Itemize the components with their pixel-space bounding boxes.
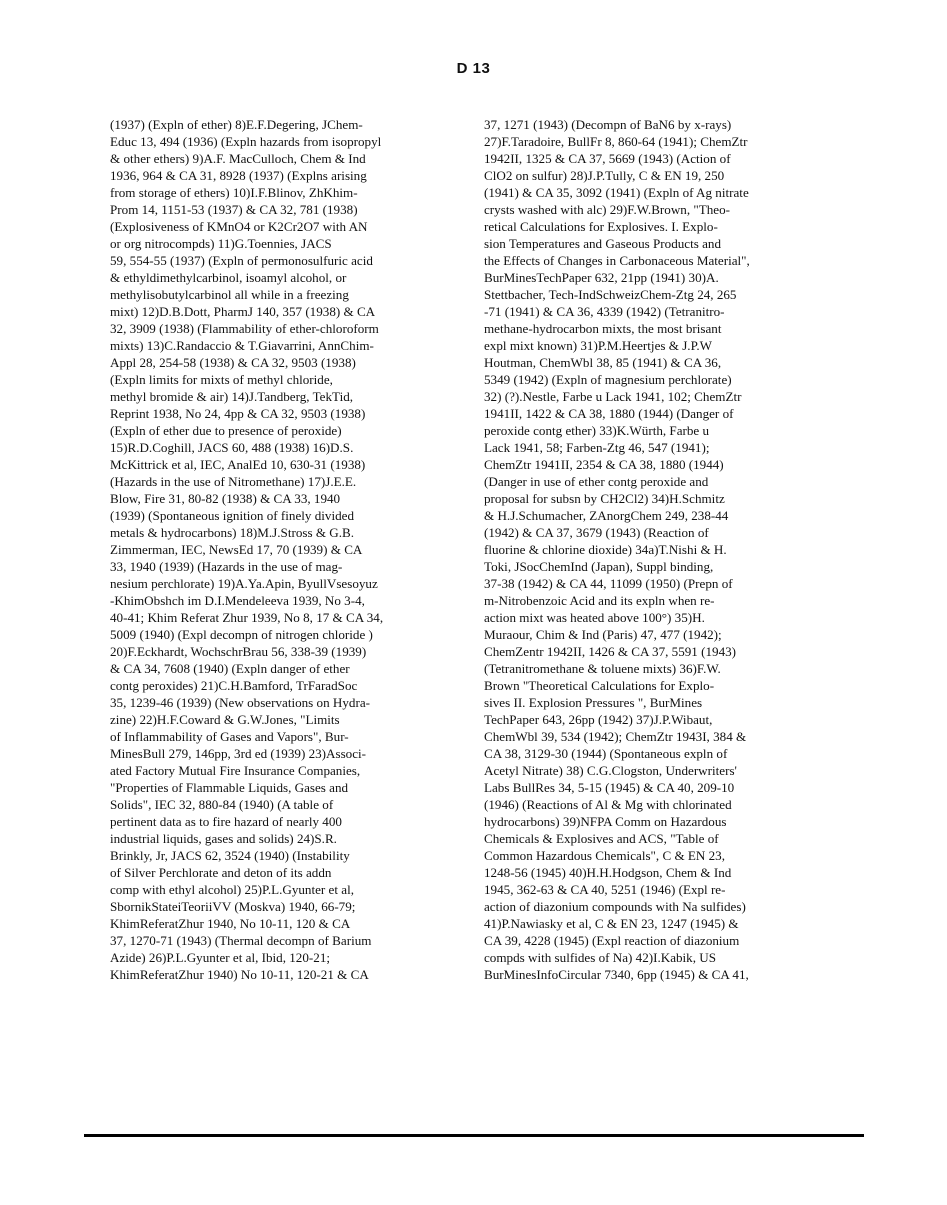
text-line: sion Temperatures and Gaseous Products and [484,236,722,251]
text-line: Reprint 1938, No 24, 4pp & CA 32, 9503 (1938) [110,406,366,421]
text-line: zine) 22)H.F.Coward & G.W.Jones, "Limits [110,712,340,727]
text-line: (1939) (Spontaneous ignition of finely divided [110,508,355,523]
page-header: D 13 [456,60,491,77]
text-line: Brown "Theoretical Calculations for Explo- [484,678,715,693]
text-line: Prom 14, 1151-53 (1937) & CA 32, 781 (1938) [110,202,358,217]
text-line: Lack 1941, 58; Farben-Ztg 46, 547 (1941); [484,440,710,455]
text-line: (Tetranitromethane & toluene mixts) 36)F.W. [484,661,721,676]
text-line: the Effects of Changes in Carbonaceous Material", [484,253,750,268]
text-line: (1941) & CA 35, 3092 (1941) (Expln of Ag nitrate [484,185,749,200]
text-line: 33, 1940 (1939) (Hazards in the use of mag- [110,559,343,574]
text-line: Chemicals & Explosives and ACS, "Table of [484,831,719,846]
text-line: mixts) 13)C.Randaccio & T.Giavarrini, AnnChim- [110,338,374,353]
text-line: (1942) & CA 37, 3679 (1943) (Reaction of [484,525,709,540]
text-line: Appl 28, 254-58 (1938) & CA 32, 9503 (1938) [110,355,356,370]
text-line: SbornikStateiTeoriiVV (Moskva) 1940, 66-79; [110,899,356,914]
text-line: action of diazonium compounds with Na sulfides) [484,899,746,914]
text-line: 1248-56 (1945) 40)H.H.Hodgson, Chem & Ind [484,865,732,880]
text-line: ated Factory Mutual Fire Insurance Companies, [110,763,361,778]
text-line: contg peroxides) 21)C.H.Bamford, TrFaradSoc [110,678,358,693]
text-line: McKittrick et al, IEC, AnalEd 10, 630-31 (1938) [110,457,366,472]
text-line: ChemZtr 1941II, 2354 & CA 38, 1880 (1944) [484,457,724,472]
text-line: Toki, JSocChemInd (Japan), Suppl binding, [484,559,714,574]
text-line: 20)F.Eckhardt, WochschrBrau 56, 338-39 (1939) [110,644,367,659]
text-line: & CA 34, 7608 (1940) (Expln danger of ether [110,661,350,676]
text-line: nesium perchlorate) 19)A.Ya.Apin, ByullVsesoyuz [110,576,378,591]
text-line: Azide) 26)P.L.Gyunter et al, Ibid, 120-21; [110,950,330,965]
text-line: 5009 (1940) (Expl decompn of nitrogen chloride ) [110,627,373,642]
text-line: & ethyldimethylcarbinol, isoamyl alcohol, or [110,270,347,285]
text-line: BurMinesTechPaper 632, 21pp (1941) 30)A. [484,270,719,285]
text-line: pertinent data as to fire hazard of nearly 400 [110,814,342,829]
text-line: 5349 (1942) (Expln of magnesium perchlorate) [484,372,732,387]
text-line: 40-41; Khim Referat Zhur 1939, No 8, 17 & CA 34, [110,610,384,625]
text-line: Acetyl Nitrate) 38) C.G.Clogston, Underwriters' [484,763,737,778]
text-line: 27)F.Taradoire, BullFr 8, 860-64 (1941); ChemZtr [484,134,748,149]
text-line: Zimmerman, IEC, NewsEd 17, 70 (1939) & CA [110,542,363,557]
text-line: crysts washed with alc) 29)F.W.Brown, "Theo- [484,202,730,217]
text-line: TechPaper 643, 26pp (1942) 37)J.P.Wibaut, [484,712,713,727]
text-line: industrial liquids, gases and solids) 24)S.R. [110,831,337,846]
text-line: (Explosiveness of KMnO4 or K2Cr2O7 with AN [110,219,368,234]
text-line: (Hazards in the use of Nitromethane) 17)J.E.E. [110,474,357,489]
text-line: fluorine & chlorine dioxide) 34a)T.Nishi & H. [484,542,727,557]
text-line: 37, 1270-71 (1943) (Thermal decompn of Barium [110,933,372,948]
text-line: 35, 1239-46 (1939) (New observations on Hydra- [110,695,371,710]
text-line: methylisobutylcarbinol all while in a freezing [110,287,349,302]
text-line: CA 39, 4228 (1945) (Expl reaction of diazonium [484,933,740,948]
text-line: mixt) 12)D.B.Dott, PharmJ 140, 357 (1938) & CA [110,304,376,319]
text-line: Muraour, Chim & Ind (Paris) 47, 477 (1942); [484,627,722,642]
text-line: proposal for subsn by CH2Cl2) 34)H.Schmitz [484,491,725,506]
text-line: -KhimObshch im D.I.Mendeleeva 1939, No 3-4, [110,593,365,608]
text-line: 37-38 (1942) & CA 44, 11099 (1950) (Prepn of [484,576,733,591]
text-line: KhimReferatZhur 1940) No 10-11, 120-21 & CA [110,967,369,982]
text-line: ChemWbl 39, 534 (1942); ChemZtr 1943I, 384 & [484,729,747,744]
text-line: Blow, Fire 31, 80-82 (1938) & CA 33, 1940 [110,491,341,506]
text-line: ClO2 on sulfur) 28)J.P.Tully, C & EN 19, 250 [484,168,725,183]
text-line: metals & hydrocarbons) 18)M.J.Stross & G.B. [110,525,355,540]
text-line: 1945, 362-63 & CA 40, 5251 (1946) (Expl re- [484,882,726,897]
text-line: "Properties of Flammable Liquids, Gases and [110,780,349,795]
text-line: or org nitrocompds) 11)G.Toennies, JACS [110,236,332,251]
text-line: Brinkly, Jr, JACS 62, 3524 (1940) (Instability [110,848,350,863]
left-column [110,116,463,983]
text-line: methyl bromide & air) 14)J.Tandberg, TekTid, [110,389,354,404]
text-line: & H.J.Schumacher, ZAnorgChem 249, 238-44 [484,508,729,523]
text-line: MinesBull 279, 146pp, 3rd ed (1939) 23)Associ- [110,746,367,761]
text-line: 32, 3909 (1938) (Flammability of ether-chloroform [110,321,379,336]
text-line: BurMinesInfoCircular 7340, 6pp (1945) & CA 41, [484,967,749,982]
text-line: 1941II, 1422 & CA 38, 1880 (1944) (Danger of [484,406,734,421]
text-line: 41)P.Nawiasky et al, C & EN 23, 1247 (1945) & [484,916,739,931]
text-line: & other ethers) 9)A.F. MacCulloch, Chem & Ind [110,151,366,166]
text-line: (1937) (Expln of ether) 8)E.F.Degering, JChem- [110,117,363,132]
text-line: 59, 554-55 (1937) (Expln of permonosulfuric acid [110,253,373,268]
text-line: Houtman, ChemWbl 38, 85 (1941) & CA 36, [484,355,722,370]
text-line: of Silver Perchlorate and deton of its addn [110,865,332,880]
text-line: comp with ethyl alcohol) 25)P.L.Gyunter et al, [110,882,354,897]
text-line: action mixt was heated above 100°) 35)H. [484,610,705,625]
text-line: of Inflammability of Gases and Vapors", Bur- [110,729,349,744]
text-line: retical Calculations for Explosives. I. Explo- [484,219,718,234]
text-line: (Danger in use of ether contg peroxide and [484,474,709,489]
text-line: expl mixt known) 31)P.M.Heertjes & J.P.W [484,338,713,353]
text-line: (Expln limits for mixts of methyl chloride, [110,372,333,387]
text-line: (Expln of ether due to presence of peroxide) [110,423,342,438]
text-line: -71 (1941) & CA 36, 4339 (1942) (Tetranitro- [484,304,725,319]
text-line: peroxide contg ether) 33)K.Würth, Farbe u [484,423,710,438]
text-line: CA 38, 3129-30 (1944) (Spontaneous expln of [484,746,728,761]
text-line: 37, 1271 (1943) (Decompn of BaN6 by x-rays) [484,117,732,132]
text-line: 32) (?).Nestle, Farbe u Lack 1941, 102; ChemZtr [484,389,742,404]
text-line: Educ 13, 494 (1936) (Expln hazards from isopropyl [110,134,382,149]
text-line: 1942II, 1325 & CA 37, 5669 (1943) (Action of [484,151,731,166]
text-line: sives II. Explosion Pressures ", BurMines [484,695,703,710]
footer-rule [84,1134,864,1137]
text-line: from storage of ethers) 10)I.F.Blinov, ZhKhim- [110,185,358,200]
text-line: 15)R.D.Coghill, JACS 60, 488 (1938) 16)D.S. [110,440,354,455]
text-line: Common Hazardous Chemicals", C & EN 23, [484,848,726,863]
text-line: methane-hydrocarbon mixts, the most brisant [484,321,722,336]
right-column [484,116,837,983]
text-line: ChemZentr 1942II, 1426 & CA 37, 5591 (1943) [484,644,737,659]
text-line: KhimReferatZhur 1940, No 10-11, 120 & CA [110,916,351,931]
text-line: compds with sulfides of Na) 42)I.Kabik, US [484,950,717,965]
text-line: Stettbacher, Tech-IndSchweizChem-Ztg 24, 265 [484,287,737,302]
text-line: 1936, 964 & CA 31, 8928 (1937) (Explns arising [110,168,367,183]
text-line: Solids", IEC 32, 880-84 (1940) (A table of [110,797,334,812]
text-line: m-Nitrobenzoic Acid and its expln when re- [484,593,715,608]
text-line: hydrocarbons) 39)NFPA Comm on Hazardous [484,814,727,829]
text-line: (1946) (Reactions of Al & Mg with chlorinated [484,797,732,812]
text-line: Labs BullRes 34, 5-15 (1945) & CA 40, 209-10 [484,780,735,795]
